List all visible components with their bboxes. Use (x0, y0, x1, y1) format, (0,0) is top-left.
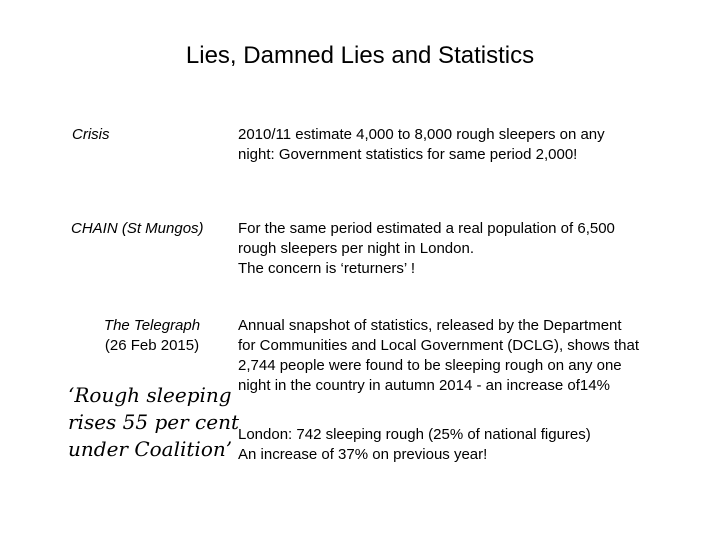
crisis-line-1: 2010/11 estimate 4,000 to 8,000 rough sleepers on any (238, 126, 605, 143)
london-line-2: An increase of 37% on previous year! (238, 446, 488, 463)
annual-snapshot-statement (238, 316, 639, 396)
snapshot-line-1: Annual snapshot of statistics, released by the Department (238, 317, 622, 334)
telegraph-source-date: (26 Feb 2015) (104, 337, 200, 354)
headline-line-1: ‘Rough sleeping (68, 383, 232, 407)
telegraph-source-name: The Telegraph (103, 317, 201, 334)
snapshot-line-2: for Communities and Local Government (DCLG), shows that (238, 337, 639, 354)
snapshot-line-4: night in the country in autumn 2014 - an increase of14% (238, 377, 610, 394)
headline-line-2: rises 55 per cent (68, 410, 239, 434)
london-statement (238, 425, 591, 465)
crisis-line-2: night: Government statistics for same period 2,000! (238, 146, 578, 163)
chain-line-3: The concern is ‘returners’ ! (238, 260, 416, 277)
label-crisis: Crisis (72, 126, 110, 143)
crisis-statement (238, 125, 605, 165)
london-line-1: London: 742 sleeping rough (25% of national figures) (238, 426, 591, 443)
chain-statement (238, 219, 615, 279)
slide-title: Lies, Damned Lies and Statistics (185, 42, 535, 69)
snapshot-line-3: 2,744 people were found to be sleeping rough on any one (238, 357, 622, 374)
headline-line-3: under Coalition’ (68, 437, 233, 461)
chain-line-2: rough sleepers per night in London. (238, 240, 475, 257)
label-chain: CHAIN (St Mungos) (71, 220, 204, 237)
chain-line-1: For the same period estimated a real population of 6,500 (238, 220, 615, 237)
label-telegraph (72, 316, 232, 356)
telegraph-headline-quote (68, 382, 239, 463)
